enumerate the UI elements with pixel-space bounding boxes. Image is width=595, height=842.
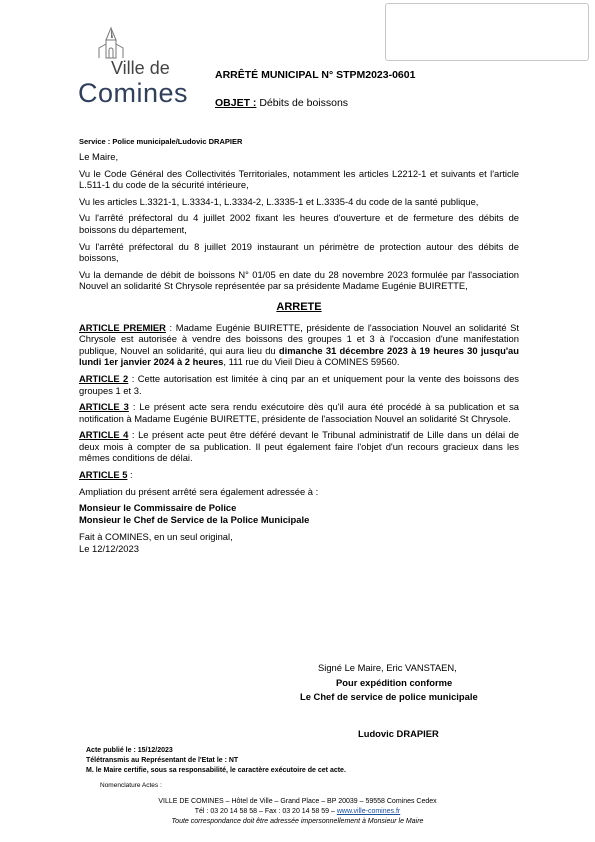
article-5-label: ARTICLE 5	[79, 469, 128, 481]
article-premier-dates: dimanche 31 décembre 2023 à 19 heures 30 jusqu'au lundi 1er janvier 2024 à 2 heures	[79, 344, 519, 368]
signatory-name: Ludovic DRAPIER	[358, 728, 439, 739]
acte-publie: Acte publié le : 15/12/2023	[86, 747, 173, 754]
place-date	[79, 531, 519, 554]
le-maire: Le Maire,	[79, 151, 119, 162]
article-4-text: : Le présent acte peut être déféré devant le Tribunal administratif de Lille dans un délai de deux mois à compter de sa publication. Il peut également faire l'objet d'un recours gracieux dans les mêmes conditions de délai.	[79, 429, 519, 464]
article-premier	[79, 322, 519, 368]
article-premier-label: ARTICLE PREMIER	[79, 321, 166, 333]
vu-paragraph-1: Vu le Code Général des Collectivités Territoriales, notamment les articles L2212-1 et suivants et l'article L.511-1 du code de la sécurité intérieure,	[79, 167, 519, 191]
objet-label: OBJET :	[215, 97, 257, 109]
certification: M. le Maire certifie, sous sa responsabilité, le caractère exécutoire de cet acte.	[86, 767, 346, 774]
decree-body	[79, 151, 519, 555]
fait-a: Fait à COMINES, en un seul original,	[79, 531, 233, 543]
city-logo	[78, 28, 196, 110]
recipient-chef-police: Monsieur le Chef de Service de la Police Municipale	[79, 513, 310, 525]
decree-title: ARRÊTÉ MUNICIPAL N° STPM2023-0601	[215, 69, 416, 81]
stamp-box	[385, 3, 589, 61]
article-5	[79, 469, 519, 481]
vu-paragraph-4: Vu l'arrêté préfectoral du 8 juillet 2019 instaurant un périmètre de protection autour des débits de boissons,	[79, 240, 519, 264]
article-2-label: ARTICLE 2	[79, 372, 129, 384]
article-4-label: ARTICLE 4	[79, 429, 129, 441]
teletransmis: Télétransmis au Représentant de l'Etat le : NT	[86, 757, 239, 764]
logo-line-comines: Comines	[78, 78, 189, 108]
ampliation: Ampliation du présent arrêté sera également adressée à :	[79, 485, 319, 497]
objet-text: Débits de boissons	[256, 97, 349, 109]
footer-correspondance: Toute correspondance doit être adressée impersonnellement à Monsieur le Maire	[171, 818, 424, 825]
nomenclature: Nomenclature Actes :	[100, 782, 162, 789]
service-line: Service : Police municipale/Ludovic DRAPIER	[79, 137, 243, 146]
arrete-heading: ARRETE	[276, 300, 322, 313]
pour-expedition: Pour expédition conforme	[336, 677, 453, 688]
recipient-commissaire: Monsieur le Commissaire de Police	[79, 502, 237, 514]
article-5-text: :	[127, 469, 133, 481]
recipients	[79, 502, 519, 525]
vu-paragraph-5: Vu la demande de débit de boissons N° 01/05 en date du 28 novembre 2023 formulée par l'association Nouvel an solidarité St Chrysole représentée par sa présidente Madame Eugénie BUIRETTE,	[79, 268, 519, 292]
vu-paragraph-3: Vu l'arrêté préfectoral du 4 juillet 2002 fixant les heures d'ouverture et de fermeture des débits de boissons du département,	[79, 212, 519, 235]
footer-contact	[50, 807, 545, 817]
chef-service-title: Le Chef de service de police municipale	[300, 691, 478, 702]
decree-object	[215, 97, 348, 109]
article-3-label: ARTICLE 3	[79, 401, 129, 413]
signed-by-mayor: Signé Le Maire, Eric VANSTAEN,	[318, 662, 457, 673]
article-3	[79, 401, 519, 424]
decree-date: Le 12/12/2023	[79, 543, 139, 555]
publication-info	[86, 746, 346, 776]
vu-paragraph-2: Vu les articles L.3321-1, L.3334-1, L.3334-2, L.3335-1 et L.3335-4 du code de la santé publique,	[79, 195, 479, 207]
article-premier-text-a: : Madame Eugénie BUIRETTE, présidente de l'association Nouvel an solidarité St Chrysole est autorisée à vendre des boissons des groupes 1 et 3 à l'occasion d'une manifestation publique, Nouvel an solidarité, qui aura lieu du	[79, 321, 519, 356]
footer-tel: Tél : 03 20 14 58 58 – Fax : 03 20 14 58 59 –	[194, 808, 337, 815]
page-footer	[50, 797, 545, 827]
article-premier-text-b: , 111 rue du Vieil Dieu à COMINES 59560.	[223, 356, 400, 368]
article-4	[79, 429, 519, 464]
article-2	[79, 373, 519, 396]
footer-address: VILLE DE COMINES – Hôtel de Ville – Grand Place – BP 20039 – 59558 Comines Cedex	[158, 798, 437, 805]
website-link[interactable]: www.ville-comines.fr	[336, 808, 401, 815]
article-2-text: : Cette autorisation est limitée à cinq par an et uniquement pour la vente des boissons des groupes 1 et 3.	[79, 372, 519, 396]
article-3-text: : Le présent acte sera rendu exécutoire dès qu'il aura été procédé à sa publication et sa notification à Madame Eugénie BUIRETTE, présidente de l'association Nouvel an solidarité St Chrysole.	[79, 401, 519, 424]
logo-line-ville: Ville de	[111, 58, 170, 78]
